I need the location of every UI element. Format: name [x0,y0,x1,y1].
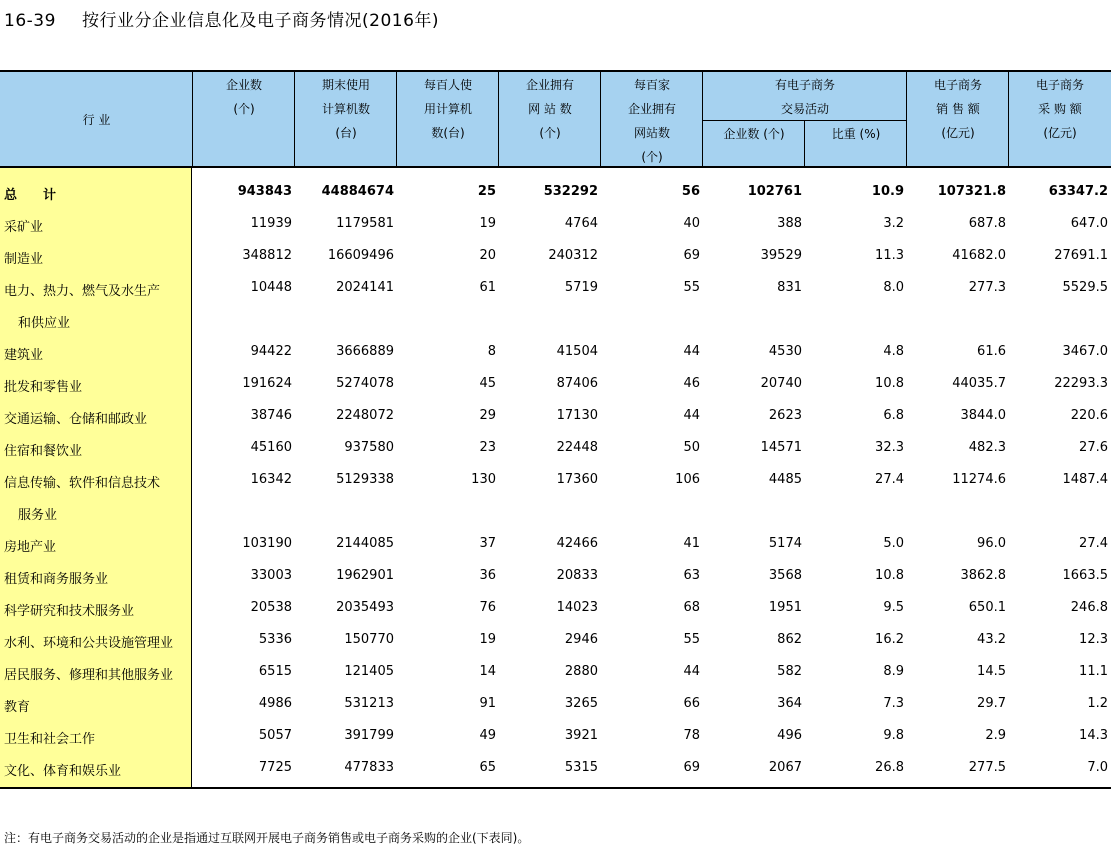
table-cell: 20833 [556,568,598,583]
table-cell: 12.3 [1079,632,1108,647]
row-label: 水利、环境和公共设施管理业 [4,636,174,651]
row-label: 租赁和商务服务业 [4,572,109,587]
header-line: 销 售 额 [936,102,980,116]
table-cell: 3265 [564,696,598,711]
table-cell: 388 [777,216,802,231]
header-websites [498,72,601,168]
table-number: 16-39 [4,11,56,31]
table-cell: 76 [479,600,496,615]
table-row [0,304,1111,336]
row-label: 文化、体育和娱乐业 [4,764,122,779]
row-label: 教育 [4,700,31,715]
table-cell: 20 [479,248,496,263]
table-cell: 3.2 [883,216,904,231]
table-cell: 16609496 [327,248,394,263]
table-cell: 2880 [564,664,598,679]
table-cell: 102761 [747,184,802,199]
header-line: 企业数 [723,127,760,141]
row-label: 房地产业 [4,540,57,555]
table-cell: 1.2 [1087,696,1108,711]
table-body [0,168,1111,788]
table-cell: 96.0 [977,536,1006,551]
table-header [0,70,1111,168]
table-cell: 14571 [760,440,802,455]
table-cell: 27691.1 [1054,248,1108,263]
row-label: 卫生和社会工作 [4,732,96,747]
header-purchase [1008,72,1111,168]
header-line: 每百人使 [423,78,472,92]
table-cell: 862 [777,632,802,647]
table-cell: 37 [479,536,496,551]
table-cell: 5129338 [336,472,394,487]
table-cell: 496 [777,728,802,743]
table-cell: 8 [487,344,496,359]
table-cell: 8.9 [883,664,904,679]
header-line: (个) [233,102,255,116]
table-cell: 63 [683,568,700,583]
header-line: 数(台) [431,126,465,140]
table-cell: 4.8 [883,344,904,359]
header-line: (个) [641,150,663,164]
table-cell: 4485 [768,472,802,487]
header-line: 企业数 [225,78,262,92]
table-cell: 477833 [344,760,394,775]
table-cell: 937580 [344,440,394,455]
table-cell: 582 [777,664,802,679]
table-cell: 482.3 [968,440,1006,455]
table-cell: 10.9 [871,184,904,199]
table-cell: 10.8 [875,568,904,583]
table-row [0,400,1111,432]
table-cell: 14.5 [977,664,1006,679]
header-line: 采 购 额 [1038,102,1082,116]
table-cell: 9.5 [883,600,904,615]
table-cell: 277.5 [968,760,1006,775]
header-line: 企业拥有 [525,78,574,92]
table-cell: 277.3 [968,280,1006,295]
header-industry-label: 行 业 [82,113,111,127]
header-line: 企业拥有 [627,102,676,116]
header-computers-per-100 [396,72,499,168]
table-cell: 3467.0 [1062,344,1108,359]
header-ecommerce-enterprises [702,120,805,168]
row-label: 科学研究和技术服务业 [4,604,135,619]
table-cell: 1962901 [336,568,394,583]
table-cell: 4764 [564,216,598,231]
table-cell: 25 [477,184,496,199]
table-cell: 44884674 [321,184,394,199]
row-label: 交通运输、仓储和邮政业 [4,412,148,427]
header-websites-per-100 [600,72,703,168]
table-cell: 3862.8 [960,568,1006,583]
table-cell: 831 [777,280,802,295]
table-cell: 46 [683,376,700,391]
table-cell: 6515 [258,664,292,679]
header-line: 网 站 数 [528,102,572,116]
table-cell: 43.2 [977,632,1006,647]
table-cell: 2248072 [336,408,394,423]
header-line: 电子商务 [933,78,982,92]
table-cell: 1179581 [336,216,394,231]
table-cell: 41504 [556,344,598,359]
header-line: 有电子商务 [774,78,835,92]
table-cell: 20740 [760,376,802,391]
table-cell: 78 [683,728,700,743]
table-cell: 27.6 [1079,440,1108,455]
table-cell: 69 [683,248,700,263]
table-row [0,752,1111,784]
header-line: (台) [335,126,357,140]
row-label: 总 计 [4,188,57,203]
table-row [0,336,1111,368]
table-cell: 49 [479,728,496,743]
row-label: 住宿和餐饮业 [4,444,83,459]
table-cell: 94422 [250,344,292,359]
table-cell: 150770 [344,632,394,647]
header-line: (亿元) [941,126,975,140]
table-cell: 2024141 [336,280,394,295]
table-cell: 2035493 [336,600,394,615]
header-line: 每百家 [633,78,670,92]
table-cell: 16342 [250,472,292,487]
table-cell: 61.6 [977,344,1006,359]
header-line: 用计算机 [423,102,472,116]
table-cell: 45160 [250,440,292,455]
header-line: (个) [539,126,561,140]
table-cell: 44035.7 [952,376,1006,391]
table-row [0,432,1111,464]
table-row [0,528,1111,560]
table-cell: 7.3 [883,696,904,711]
page-title [4,6,439,31]
table-cell: 5.0 [883,536,904,551]
table-cell: 14 [479,664,496,679]
table-cell: 14023 [556,600,598,615]
table-cell: 1487.4 [1062,472,1108,487]
table-cell: 8.0 [883,280,904,295]
header-line: (亿元) [1043,126,1077,140]
table-cell: 107321.8 [937,184,1006,199]
table-cell: 240312 [548,248,598,263]
header-industry [0,72,193,168]
table-cell: 16.2 [875,632,904,647]
table-cell: 5315 [564,760,598,775]
table-cell: 27.4 [1079,536,1108,551]
table-cell: 4530 [768,344,802,359]
table-cell: 41682.0 [952,248,1006,263]
footnote: 注：有电子商务交易活动的企业是指通过互联网开展电子商务销售或电子商务采购的企业(下表同)。 [4,831,530,845]
table-cell: 40 [683,216,700,231]
table-cell: 10.8 [875,376,904,391]
row-label: 制造业 [4,252,44,267]
table-row [0,560,1111,592]
table-cell: 121405 [344,664,394,679]
table-cell: 11.3 [875,248,904,263]
table-row [0,272,1111,304]
table-cell: 5174 [768,536,802,551]
table-cell: 32.3 [875,440,904,455]
table-cell: 5057 [258,728,292,743]
table-cell: 55 [683,280,700,295]
table-cell: 2144085 [336,536,394,551]
table-cell: 7.0 [1087,760,1108,775]
table-cell: 45 [479,376,496,391]
table-row [0,240,1111,272]
table-cell: 7725 [258,760,292,775]
table-cell: 103190 [242,536,292,551]
table-cell: 5719 [564,280,598,295]
table-cell: 27.4 [875,472,904,487]
table-cell: 44 [683,344,700,359]
table-cell: 69 [683,760,700,775]
table-cell: 65 [479,760,496,775]
header-line: (个) [763,127,785,141]
table-cell: 42466 [556,536,598,551]
header-ecommerce-share [804,120,907,168]
table-cell: 9.8 [883,728,904,743]
table-cell: 687.8 [968,216,1006,231]
table-cell: 5274078 [336,376,394,391]
table-cell: 20538 [250,600,292,615]
table-cell: 29 [479,408,496,423]
table-row [0,720,1111,752]
row-label: 批发和零售业 [4,380,83,395]
table-cell: 3568 [768,568,802,583]
table-cell: 532292 [543,184,598,199]
header-computers [294,72,397,168]
table-cell: 1663.5 [1062,568,1108,583]
table-cell: 50 [683,440,700,455]
table-cell: 391799 [344,728,394,743]
table-cell: 41 [683,536,700,551]
table-row [0,368,1111,400]
table-cell: 91 [479,696,496,711]
table-cell: 63347.2 [1048,184,1108,199]
table-row [0,496,1111,528]
table-cell: 6.8 [883,408,904,423]
row-label: 服务业 [18,508,58,523]
table-cell: 2623 [768,408,802,423]
table-cell: 5529.5 [1062,280,1108,295]
table-cell: 19 [479,632,496,647]
table-row [0,656,1111,688]
table-cell: 23 [479,440,496,455]
table-cell: 647.0 [1070,216,1108,231]
table-cell: 39529 [760,248,802,263]
table-cell: 26.8 [875,760,904,775]
table-cell: 10448 [250,280,292,295]
table-row [0,592,1111,624]
row-label: 居民服务、修理和其他服务业 [4,668,174,683]
table-cell: 3844.0 [960,408,1006,423]
table-cell: 22293.3 [1054,376,1108,391]
header-line: 交易活动 [780,102,829,116]
table-row-total [0,176,1111,208]
header-sales [906,72,1009,168]
table-cell: 3921 [564,728,598,743]
table-cell: 650.1 [968,600,1006,615]
header-line: 网站数 [633,126,670,140]
table-cell: 36 [479,568,496,583]
row-label: 采矿业 [4,220,44,235]
table-cell: 5336 [258,632,292,647]
table-cell: 61 [479,280,496,295]
table-cell: 11.1 [1079,664,1108,679]
header-line: 计算机数 [321,102,370,116]
table-cell: 55 [683,632,700,647]
row-label: 和供应业 [18,316,71,331]
table-cell: 87406 [556,376,598,391]
table-cell: 364 [777,696,802,711]
table-cell: 19 [479,216,496,231]
table-cell: 38746 [250,408,292,423]
table-cell: 66 [683,696,700,711]
table-cell: 33003 [250,568,292,583]
table-cell: 56 [681,184,700,199]
table-cell: 11939 [250,216,292,231]
header-line: (%) [859,127,881,141]
table-cell: 44 [683,664,700,679]
header-line: 比重 [831,127,856,141]
table-cell: 22448 [556,440,598,455]
table-cell: 17130 [556,408,598,423]
table-cell: 191624 [242,376,292,391]
header-line: 期末使用 [321,78,370,92]
table-cell: 68 [683,600,700,615]
table-row [0,208,1111,240]
table-cell: 4986 [258,696,292,711]
table-row [0,624,1111,656]
table-cell: 348812 [242,248,292,263]
table-cell: 11274.6 [952,472,1006,487]
table-cell: 2067 [768,760,802,775]
table-cell: 1951 [768,600,802,615]
table-cell: 29.7 [977,696,1006,711]
header-enterprises [192,72,295,168]
header-line: 电子商务 [1035,78,1084,92]
table-row [0,464,1111,496]
table-cell: 44 [683,408,700,423]
table-cell: 3666889 [336,344,394,359]
table-cell: 14.3 [1079,728,1108,743]
table-cell: 2.9 [985,728,1006,743]
row-label: 建筑业 [4,348,44,363]
table-row [0,688,1111,720]
table-cell: 246.8 [1070,600,1108,615]
row-label: 电力、热力、燃气及水生产 [4,284,161,299]
table-cell: 220.6 [1070,408,1108,423]
table-title: 按行业分企业信息化及电子商务情况(2016年) [82,11,440,31]
table-cell: 17360 [556,472,598,487]
table-cell: 106 [675,472,700,487]
table-cell: 531213 [344,696,394,711]
row-label: 信息传输、软件和信息技术 [4,476,161,491]
table-cell: 943843 [237,184,292,199]
table-bottom-rule [0,787,1111,789]
table-cell: 130 [471,472,496,487]
table-cell: 2946 [564,632,598,647]
